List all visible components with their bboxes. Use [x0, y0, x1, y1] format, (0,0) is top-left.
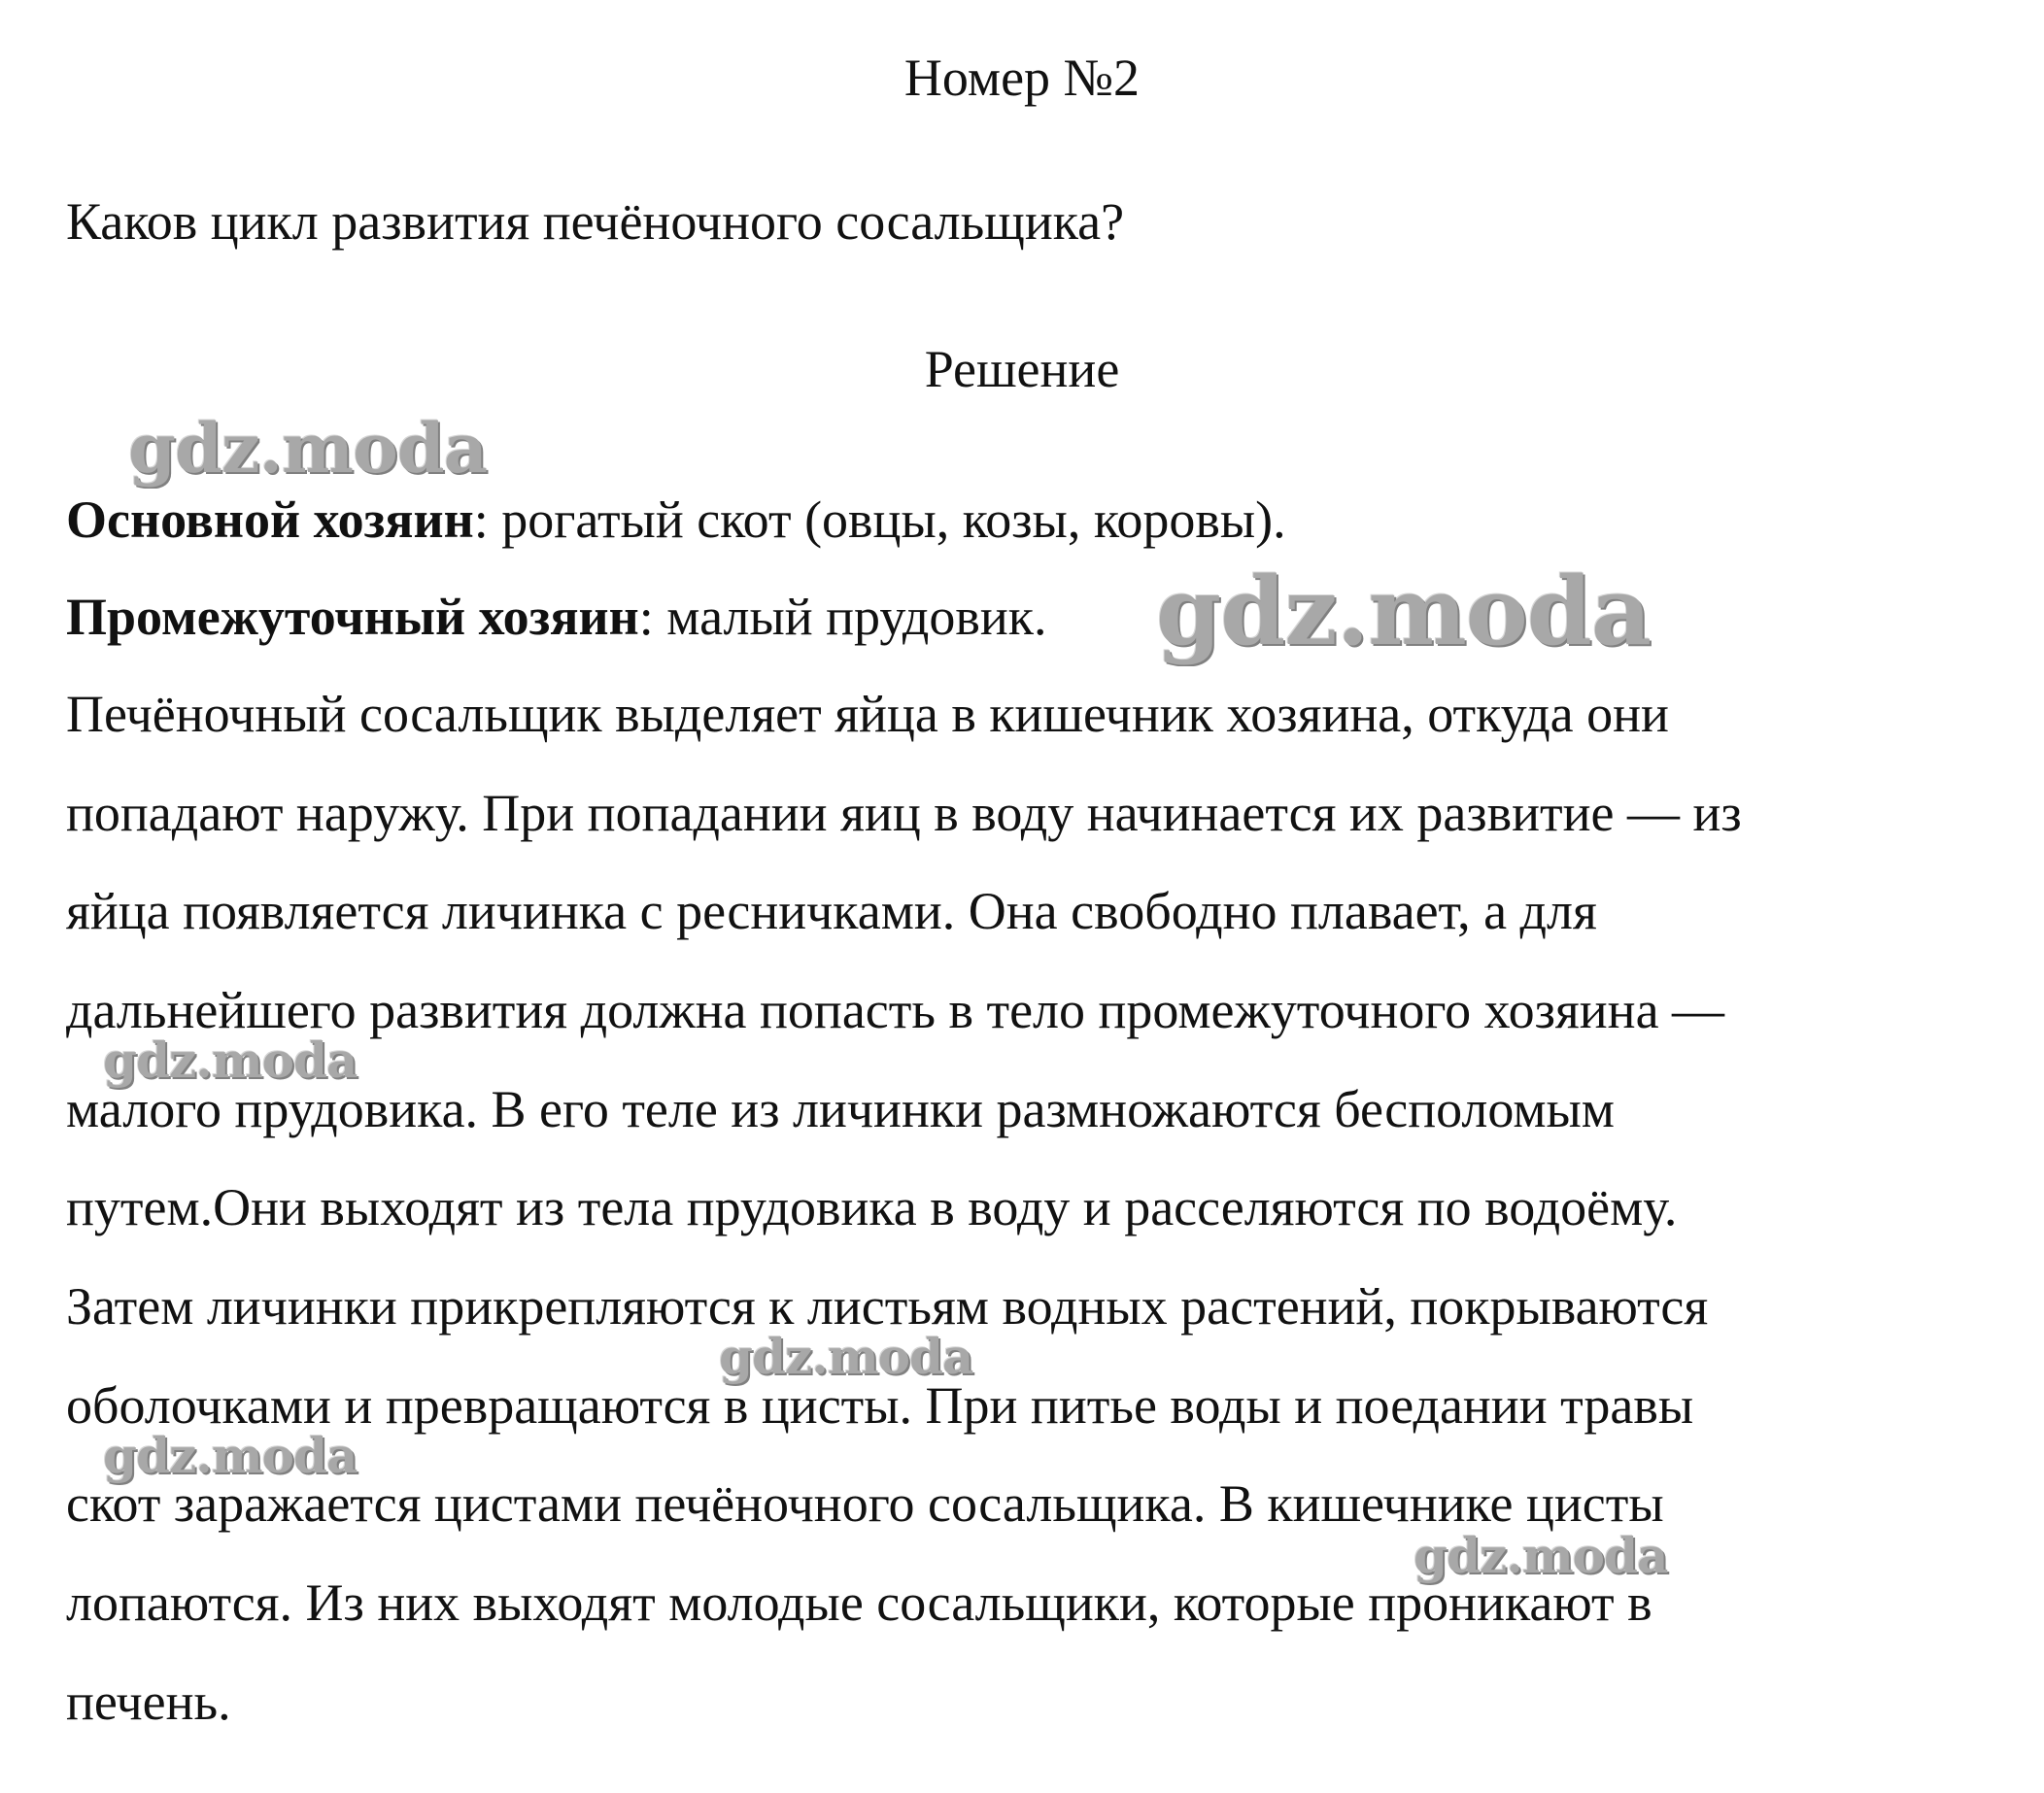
body-line: попадают наружу. При попадании яиц в воду начинается их развитие — из: [66, 784, 1742, 842]
intermediate-host-label: Промежуточный хозяин: [66, 588, 639, 646]
body-line: путем.Они выходят из тела прудовика в воду и расселяются по водоёму.: [66, 1178, 1678, 1236]
main-host-label: Основной хозяин: [66, 491, 474, 549]
body-line: скот заражается цистами печёночного сосальщика. В кишечнике цисты: [66, 1474, 1664, 1533]
body-line: оболочками и превращаются в цисты. При питье воды и поедании травы: [66, 1376, 1694, 1435]
solution-heading: Решение: [924, 340, 1120, 398]
body-line: яйца появляется личинка с ресничками. Она свободно плавает, а для: [66, 882, 1597, 940]
question-text: Каков цикл развития печёночного сосальщика?: [66, 192, 1125, 251]
main-host-line: [66, 491, 1286, 549]
intermediate-host-text: : малый прудовик.: [638, 588, 1047, 646]
watermark: gdz.moda: [128, 408, 488, 489]
watermark: gdz.moda: [103, 1427, 358, 1484]
body-line: печень.: [66, 1673, 231, 1731]
watermark: gdz.moda: [719, 1328, 973, 1385]
page-title: Номер №2: [903, 49, 1141, 107]
main-host-text: : рогатый скот (овцы, козы, коровы).: [473, 491, 1286, 549]
body-line: малого прудовика. В его теле из личинки размножаются бесполомым: [66, 1080, 1615, 1138]
watermark: gdz.moda: [1414, 1527, 1668, 1584]
body-line: лопаются. Из них выходят молодые сосальщики, которые проникают в: [66, 1573, 1652, 1632]
watermark: gdz.moda: [1156, 557, 1652, 666]
watermark: gdz.moda: [103, 1032, 358, 1089]
body-line: дальнейшего развития должна попасть в тело промежуточного хозяина —: [66, 981, 1725, 1039]
body-line: Печёночный сосальщик выделяет яйца в кишечник хозяина, откуда они: [66, 685, 1669, 743]
body-line: Затем личинки прикрепляются к листьям водных растений, покрываются: [66, 1277, 1709, 1336]
intermediate-host-line: [66, 588, 1047, 646]
